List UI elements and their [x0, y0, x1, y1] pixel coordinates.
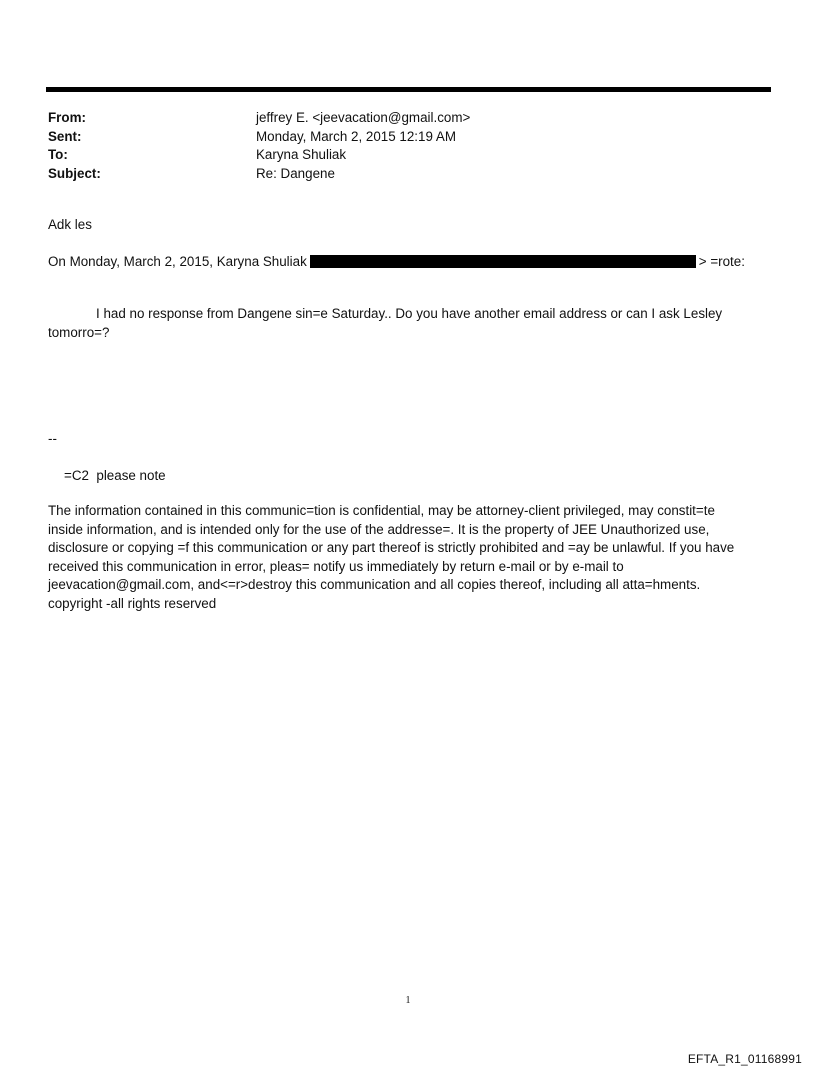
to-row — [48, 146, 748, 165]
signature-separator: -- — [48, 431, 57, 446]
quoted-message-text: I had no response from Dangene sin=e Saturday.. Do you have another email address or can I ask Lesley tomorro=? — [48, 306, 723, 340]
subject-row — [48, 165, 748, 184]
quote-intro — [48, 253, 745, 272]
sent-value: Monday, March 2, 2015 12:19 AM — [256, 128, 456, 144]
email-header — [48, 109, 748, 183]
redaction-bar — [310, 255, 696, 268]
to-value: Karyna Shuliak — [256, 147, 347, 162]
from-value: jeffrey E. <jeevacation@gmail.com> — [256, 110, 471, 125]
quote-intro-before: On Monday, March 2, 2015, Karyna Shuliak — [48, 254, 307, 269]
to-label: To: — [48, 147, 68, 162]
quoted-message — [48, 305, 753, 342]
reply-text: Adk les — [48, 217, 92, 232]
disclaimer: The information contained in this communic=tion is confidential, may be attorney-client privileged, may constit=te inside information, and is intended only for the use of the addresse=. It is the property of JEE Unauthorized use, disclosure or copying =f this communication or any part thereof is strictly prohibited and =ay be unlawful. If you have received this communication in error, pleas= notify us immediately by return e-mail or by e-mail to jeevacation@gmail.com, and<=r>destroy this communication and all copies thereof, including all atta=hments. copyright -all rights reserved — [48, 503, 735, 611]
sent-row — [48, 128, 748, 147]
quote-intro-after: > =rote: — [698, 254, 745, 269]
please-note: =C2 please note — [64, 468, 166, 483]
subject-label: Subject: — [48, 165, 101, 181]
from-label: From: — [48, 110, 86, 125]
subject-value: Re: Dangene — [256, 165, 335, 181]
header-divider — [46, 87, 771, 92]
from-row — [48, 109, 748, 128]
page-number: 1 — [405, 995, 411, 1006]
sent-label: Sent: — [48, 128, 82, 144]
document-id: EFTA_R1_01168991 — [687, 1052, 802, 1066]
